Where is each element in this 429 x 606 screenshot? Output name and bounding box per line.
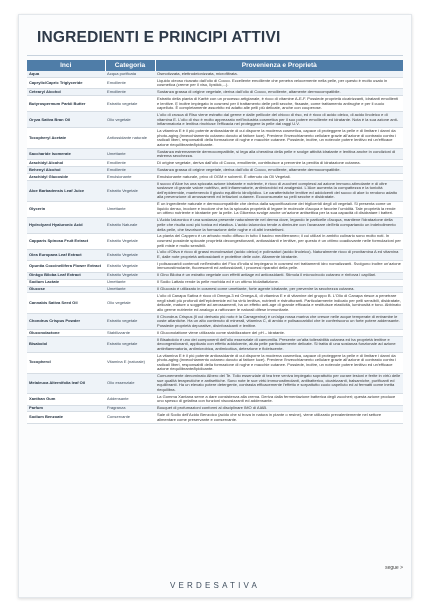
table-row <box>27 352 403 373</box>
header-provenienza: Provenienza e Proprietà <box>155 60 403 71</box>
ingredient-category: Stabilizzante <box>105 330 155 337</box>
ingredient-properties: Emulsionante naturale, privo di OGM e solventi. È ottenuto da Oli Vegetali. <box>155 174 403 181</box>
ingredient-name: Tocopheryl Acetate <box>27 128 105 149</box>
ingredient-name: Saccharide Isomerate <box>27 148 105 159</box>
ingredient-category: Estratto Vegetale <box>105 249 155 260</box>
ingredient-category: Umettante <box>105 286 155 293</box>
table-row <box>27 394 403 405</box>
table-row <box>27 89 403 96</box>
ingredient-properties: L'olio d'Oliva è ricco di grassi monoinsaturi (acido oleico) e polinsaturi (acido linoleico). Naturalmente ricco di provitamina A ed vitamina E, dalle note proprietà antiossidanti e protettive delle cute. Altamente idratante. <box>155 249 403 260</box>
table-row <box>27 272 403 279</box>
table-row <box>27 293 403 314</box>
ingredient-properties: Bouquet di profumazioni conformi al disciplinare IMO di AIAB. <box>155 405 403 412</box>
table-row <box>27 96 403 112</box>
ingredient-category: Addensante <box>105 394 155 405</box>
ingredient-name: Sodium Lactate <box>27 279 105 286</box>
table-row <box>27 336 403 352</box>
table-row <box>27 330 403 337</box>
ingredient-name: Melaleuca Alternifolia leaf Oil <box>27 373 105 394</box>
table-row <box>27 233 403 249</box>
next-page-link[interactable]: segue > <box>385 565 403 571</box>
ingredient-properties: I polisaccaridi contenuti nell'estratto del Fico d'India si impiegano in cosmesi nei trattamenti idro nomalizzanti. Svolgono inoltre un'azione immunostimolante, fluorescenti ed antiossidanti, i processi riparativi della pelle. <box>155 261 403 272</box>
ingredients-sheet <box>18 14 412 598</box>
ingredient-name: Opuntia Coccinellifera Flower Extract <box>27 261 105 272</box>
ingredient-name: Xanthan Gum <box>27 394 105 405</box>
page-title: INGREDIENTI E PRINCIPI ATTIVI <box>37 29 281 46</box>
ingredient-properties: L'Acido Ialuronico è una sostanza presente naturalmente nel derma dove, legando le particelle d'acqua, mantiene l'idratazione della pelle che risulta così più tonica ed elastica. L'acido ialuronico tende a diminuire con l'avanzare dell'età compartando un indebolimento della pelle, che favorisce la formazione delle rughe e di altri inestetismi. <box>155 217 403 233</box>
ingredient-name: Glycerin <box>27 201 105 217</box>
ingredient-category: Umettante <box>105 279 155 286</box>
ingredient-category: Antiossidante naturale <box>105 128 155 149</box>
ingredient-name: Aloe Barbadensis Leaf Juice <box>27 181 105 202</box>
table-row <box>27 249 403 260</box>
ingredient-category: Conservante <box>105 412 155 423</box>
ingredient-properties: La Gomma Xantana serve a dare consistenza alla crema. Deriva dalla fermentazione batterica degli zuccheri; questa azione produce uno spesso di gelatina con funzioni viscosizzanti ed addensante. <box>155 394 403 405</box>
ingredient-name: Parfum <box>27 405 105 412</box>
ingredient-name: Butyrospermum Parkii Butter <box>27 96 105 112</box>
ingredient-name: Ginkgo Biloba Leaf Extract <box>27 272 105 279</box>
ingredient-category: Estratto vegetale <box>105 336 155 352</box>
ingredient-properties: Il Sodio Lattato rende la pelle morbida ed è un ottimo biolattatizione. <box>155 279 403 286</box>
ingredient-category: Emolliente <box>105 167 155 174</box>
ingredient-properties: Sostanza grassa di origine vegetale, deriva dall'olio di Cocco, emolliente, altamente dermocompatibile. <box>155 167 403 174</box>
ingredient-properties: Sostanza estremamente dermocompatibile, si lega alla cheratina della pelle e svolge attività idratante e lenitiva anche in condizioni di estrema secchezza. <box>155 148 403 159</box>
ingredient-properties: La vitamina E è il più potente antiossidante di cui disporre la moderna cosmetica, capace di proteggere la pelle e di limitare i danni da photo-aging (invecchiamento cutaneo dovuto al fattore luce). Previene l'invecchiamento cellulare grazie all'azione di contrasto contro i radicali liberi, responsabili della formazione di rughe e macchie cutanee. Possiede, inoltre, un notevole potere lenitivo ed un'efficace azione riequilibrante/lipidicante. <box>155 352 403 373</box>
ingredient-name: Cannabis Sativa Seed Oil <box>27 293 105 314</box>
title-divider <box>27 55 403 56</box>
ingredient-category: Vitamina E (naturale) <box>105 352 155 373</box>
table-row <box>27 112 403 128</box>
ingredient-name: Glucose <box>27 286 105 293</box>
table-row <box>27 217 403 233</box>
ingredient-name: Cetearyl Alcohol <box>27 89 105 96</box>
header-categoria: Categoria <box>105 60 155 71</box>
table-row <box>27 286 403 293</box>
ingredient-category: Emolliente <box>105 160 155 167</box>
ingredient-properties: L'olio di Canapa Sativa è ricco di Omega-3 ed Omega-6, di vitamina E e di vitamine del gruppo B. L'Olio di Canapa riesce a penetrare negli strati più profondi dell'epidermide ed ha virtù lenitiva, nutrienti e ristrutturanti. Particolarmente indicato per pelli sensibili, disidratate, delicate, mature o soggette ad arrossamenti, ha un effetto anti-age di grande efficacia e restituisce elasticità, luminosità e tono. Abbinato allo germe nutriente ed analogo a rafforzare le naturali difese immunitarie. <box>155 293 403 314</box>
ingredient-properties: Il Glucosio è utilizzato in cosmesi come umettante, forte agente idratante, per prevenire la secchezza cutanea. <box>155 286 403 293</box>
ingredient-properties: Di origine vegetale, deriva dall'olio di Cocco, emolliente, contribuisce a prevenire la perdita di idratazione cutanea. <box>155 160 403 167</box>
ingredient-category: Umettante <box>105 148 155 159</box>
ingredient-properties: L'olio di crusca di Riso viene estratto dal germe e dalle pellicole del chicco di riso, ed è ricco di acido oleico, di acido linoleico e di vitamina E. L'olio di riso è molto apprezzato nell'industria cosmetica per il suo potere emolliente ed idratante. Nota è la sua azione anti-infiammatoria e lenitiva rinchiuse l'efficacia nel proteggere la pelle dai raggi U.V. <box>155 112 403 128</box>
table-row <box>27 181 403 202</box>
ingredient-category: Emulsionante <box>105 174 155 181</box>
table-row <box>27 279 403 286</box>
ingredient-category: Emolliente <box>105 89 155 96</box>
table-row <box>27 128 403 149</box>
ingredient-name: Oryza Sativa Bran Oil <box>27 112 105 128</box>
header-inci: Inci <box>27 60 105 71</box>
ingredient-properties: La pianta del Cappero è un arbusto molto diffuso in tutto il bacino mediterraneo; il cui utilizzi in ambito culinario sono molto noti. In cosmesi possiede spiccate proprietà decongestionanti, antiossidanti e lenitive, per questo è un ottimo coadiuvante nelle formulazioni per pelli miste e molto sensibili. <box>155 233 403 249</box>
table-row <box>27 261 403 272</box>
ingredient-properties: È un ingrediente naturale e dermocompatibile che deriva dalla saponificazione dei trigliceridi degli oli vegetali. Si presenta come un liquido denso, inodore e incolore che ha la spiccata proprietà di legare le molecole d'acqua e favorire l'umidità. Tale proprietà la rende un ottimo nutriente e idratante per la pelle. La Glicerina svolge anche un'azione antisettica per la sua capacità di disidratare i batteri. <box>155 201 403 217</box>
table-row <box>27 174 403 181</box>
ingredient-name: Gluconolactone <box>27 330 105 337</box>
ingredient-properties: Estratto della pianta di Karité con un processo artigianale, è ricco di vitamine A-E-F. Possiede proprietà cicatrizzanti, idratanti emollienti e lenitive. E inoltre impiegato in cosmesi per il trattamento delle pelli secche, fissaste, come trattamento antirughe e per il cuoio capelluto. È completamente assorbito ed adatto alle pelli più delicate, anche con couperose. <box>155 96 403 112</box>
ingredient-properties: Il succo d'Aloe ha una spiccata azione idratante e nutriente, è ricco di zuccheri complessi ad azione immuno-stimolante e di oltre sostanze di grande valore nutritivo, anti infiammatorie, antimicrobici ed analgesici. L'Aloe aumenta la compattezza e la tonicità dell'epidermide, mantenendo il giusto equilibrio idrolipidico. Le caratteristiche lenitive ed addolcenti del succo di aloe lo rendono adatto alla prevenzione di arrossamenti ed irritazioni cutanee. Ecoconsumate su pelli secche e disidratate. <box>155 181 403 202</box>
ingredient-category: Estratto Vegetale <box>105 181 155 202</box>
ingredient-category: Umettante <box>105 201 155 217</box>
ingredient-properties: Il Gino Biloba è un estratto vegetale con effetti antiage ed antiossidanti. Stimola il microcircolo cutaneo e rinforza i capillari. <box>155 272 403 279</box>
ingredient-name: Caprylic/Capric Triglyceride <box>27 77 105 88</box>
ingredient-properties: Il Bisabololo è uno dei componenti dell'olio essenziale di camomilla. Presente un'alta tollerabilità cutanea ed ha proprietà lenitive e decongestionanti, applicato con effetto addolcente, aiuta pelle particolarmente delicate. Si tratta di una sostanza funzionale ad azione antinfiammatoria, antimicrobica, antimicotica, deterzione e fioleiscente. <box>155 336 403 352</box>
ingredient-properties: Osmotizzata, elettrodeionizzata, microfiltrata. <box>155 71 403 77</box>
ingredient-properties: Liquido oleoso ricavato dall'olio di Cocco. Eccellente emolliente che penetra velocemente nella pelle, per questo è molto usato in cosmetica (creme per il viso, lipstick,...). <box>155 77 403 88</box>
ingredient-name: Aqua <box>27 71 105 77</box>
table-row <box>27 77 403 88</box>
ingredient-category: Estratto vegetale <box>105 96 155 112</box>
ingredient-properties: Il Gluconolattone viene utilizzato come stabilizzatore del pH – idratante. <box>155 330 403 337</box>
ingredient-name: Hydrolyzed Hyaluronic Acid <box>27 217 105 233</box>
ingredient-properties: Sostanza grassa di origine vegetale, deriva dall'olio di Cocco, emolliente, altamente dermocompatibile. <box>155 89 403 96</box>
ingredient-category: Acqua purificata <box>105 71 155 77</box>
ingredient-name: Olea Europaea Leaf Extract <box>27 249 105 260</box>
ingredient-properties: La vitamina E è il più potente antiossidante di cui disporre la moderna cosmetica, capace di proteggere la pelle e di limitare i danni da photo-aging (invecchiamento cutaneo dovuto al fattore luce). Previene l'invecchiamento cellulare grazie all'azione di contrasto contro i radicali liberi, responsabili della formazione di rughe e macchie cutanee. Possiede, inoltre, un notevole potere lenitivo ed un'efficace azione riequilibrante/lipidicante. <box>155 128 403 149</box>
ingredient-category: Olio essenziale <box>105 373 155 394</box>
brand-logo: VERDESATIVA <box>169 581 261 590</box>
ingredient-name: Bisabolol <box>27 336 105 352</box>
table-row <box>27 412 403 423</box>
ingredient-name: Arachidyl Glucoside <box>27 174 105 181</box>
table-row <box>27 405 403 412</box>
ingredient-category: Estratto vegetale <box>105 314 155 330</box>
table-header-row <box>27 60 403 71</box>
ingredient-name: Capparis Spinosa Fruit Extract <box>27 233 105 249</box>
ingredient-category: Olio vegetale <box>105 293 155 314</box>
ingredient-category: Estratto Vegetale <box>105 261 155 272</box>
table-row <box>27 167 403 174</box>
ingredient-category: Emolliente <box>105 77 155 88</box>
ingredient-name: Behenyl Alcohol <box>27 167 105 174</box>
ingredient-category: Fragranza <box>105 405 155 412</box>
ingredient-name: Tocopherol <box>27 352 105 373</box>
ingredient-name: Chondrus Crispus Powder <box>27 314 105 330</box>
ingredient-properties: Il Chondrus Crispus (Il cui derivato più noto è la Carragenina) è un'alga rossa marina che cresce nelle acque temperate di entrambe le coste atlantiche. Ha un alto contenuto di minerali, vitamina C, di amido e polisaccaridici che le conferiscono un forte potere addensante. Possiede proprietà depurative, disinfossicanti e lenitive. <box>155 314 403 330</box>
table-body <box>27 71 403 423</box>
ingredient-name: Arachidyl Alcohol <box>27 160 105 167</box>
table-row <box>27 201 403 217</box>
table-row <box>27 148 403 159</box>
ingredient-name: Sodium Benzoate <box>27 412 105 423</box>
ingredient-category: Olio vegetale <box>105 112 155 128</box>
table-row <box>27 314 403 330</box>
ingredients-table <box>27 60 403 424</box>
table-row <box>27 160 403 167</box>
ingredient-category: Estratto Vegetale <box>105 233 155 249</box>
ingredient-category: Estratto Vegetale <box>105 272 155 279</box>
table-row <box>27 373 403 394</box>
ingredient-properties: Comunemente denominato Albero del Te. Tolio essenziale di tea tree veniva impiegato soprattutto per curare lesioni e ferite in virtù delle sue qualità terapeutiche e antisettiche. Sono note le sue virtù immunostimolanti, antibatterico, cicatrizzanti, balsamiche, purificanti ed equilibranti. Ha un elevato potere detergente, contrasta efficacemente l'effetto e sorpattutto cuoio capelluto ed ai fermatti come inetta riequilibra. <box>155 373 403 394</box>
ingredient-category: Estratto Naturale <box>105 217 155 233</box>
ingredient-properties: Sale di Sodio dell'Acido Benzoico (acido che si trova in natura in piante o resine), viene utilizzato prevalentemente nel settore alimentare come preservante e conservante. <box>155 412 403 423</box>
